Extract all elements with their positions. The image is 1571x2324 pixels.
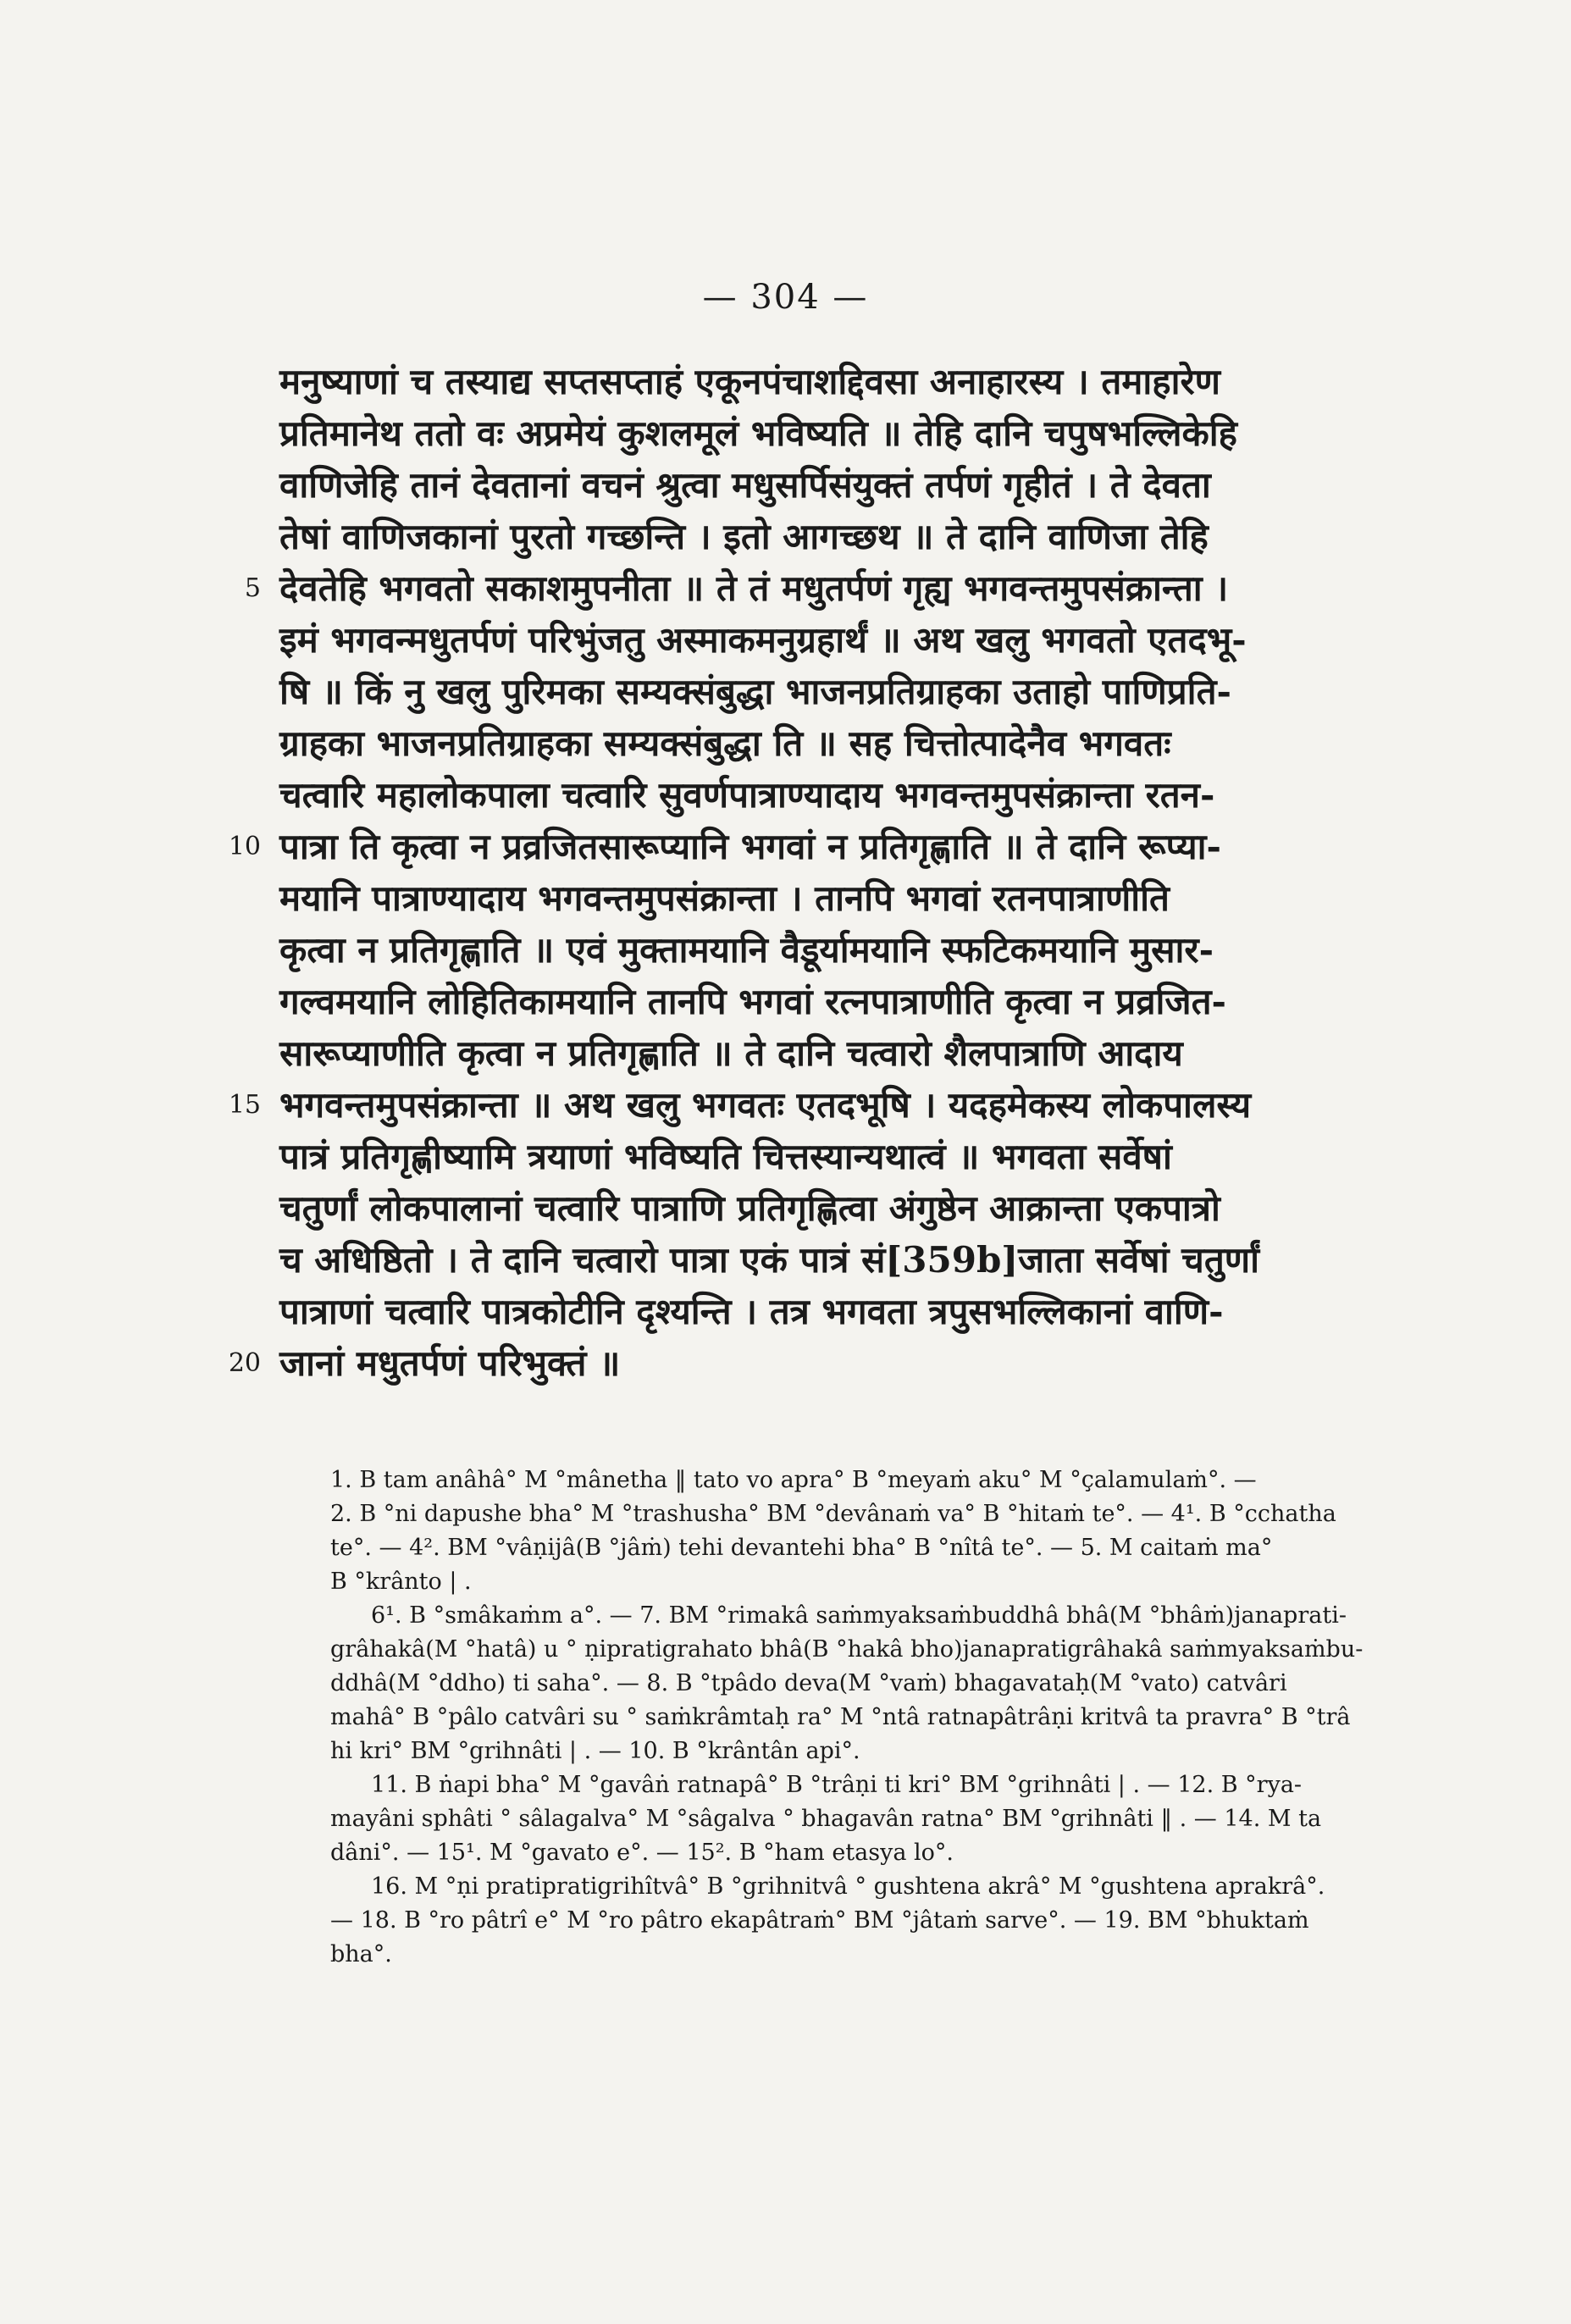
line-text: चतुर्णां लोकपालानां चत्वारि पात्राणि प्रतिगृह्णित्वा अंगुष्ठेन आक्रान्ता एकपात्रो (279, 1187, 1220, 1229)
line-text: मयानि पात्राण्यादाय भगवन्तमुपसंक्रान्ता । तानपि भगवां रतनपात्राणीति (279, 877, 1170, 919)
line-text: ग्राहका भाजनप्रतिग्राहका सम्यक्संबुद्धा ति ॥ सह चित्तोत्पादेनैव भगवतः (279, 722, 1171, 764)
footnote-line: B °krânto | . (330, 1569, 472, 1595)
footnote-line: ddhâ(M °ddho) ti saha°. — 8. B °tpâdo deva(M °vaṁ) bhagavataḥ(M °vato) catvâri (330, 1670, 1287, 1696)
line-text: प्रतिमानेथ ततो वः अप्रमेयं कुशलमूलं भविष्यति ॥ तेहि दानि चपुषभल्लिकेहि (279, 412, 1237, 454)
text-line (279, 976, 1440, 1027)
text-line (279, 1182, 1440, 1234)
footnote-line: 11. B ṅapi bha° M °gavâṅ ratnapâ° B °trâṇi ti kri° BM °grihnâti | . — 12. B °rya- (371, 1772, 1303, 1798)
text-line (279, 717, 1440, 769)
footnote-line: grâhakâ(M °hatâ) u ° ṇipratigrahato bhâ(B °hakâ bho)janapratigrâhakâ saṁmyaksaṁbu- (330, 1636, 1364, 1663)
footnote-line: 16. M °ṇi pratipratigrihîtvâ° B °grihnitvâ ° gushtena akrâ° M °gushtena aprakrâ°. (371, 1873, 1325, 1900)
footnote-line: — 18. B °ro pâtrî e° M °ro pâtro ekapâtraṁ° BM °jâtaṁ sarve°. — 19. BM °bhuktaṁ (330, 1907, 1309, 1934)
line-number: 10 (228, 832, 261, 861)
page-number: — 304 — (702, 278, 869, 317)
line-text: पात्राणां चत्वारि पात्रकोटीनि दृश्यन्ति । तत्र भगवता त्रपुसभल्लिकानां वाणि- (279, 1291, 1224, 1332)
text-line (279, 1131, 1440, 1182)
line-text: वाणिजेहि तानं देवतानां वचनं श्रुत्वा मधुसर्पिसंयुक्तं तर्पणं गृहीतं । ते देवता (279, 464, 1211, 506)
footnote-line: mayâni sphâti ° sâlagalva° M °sâgalva ° bhagavân ratna° BM °grihnâti ‖ . — 14. M ta (330, 1806, 1322, 1832)
footnote-line: mahâ° B °pâlo catvâri su ° saṁkrâmtaḥ ra° M °ntâ ratnapâtrâṇi kritvâ ta pravra° B °trâ (330, 1704, 1351, 1730)
footnote-line: 1. B tam anâhâ° M °mânetha ‖ tato vo apra° B °meyaṁ aku° M °çalamulaṁ°. — (330, 1467, 1257, 1493)
line-number: 15 (228, 1090, 261, 1120)
text-line (279, 666, 1440, 717)
text-line (279, 1286, 1440, 1337)
footnote-line: bha°. (330, 1941, 392, 1967)
footnotes-block (330, 1464, 1448, 1972)
line-text: पात्रा ति कृत्वा न प्रव्रजितसारूप्यानि भगवां न प्रतिगृह्णाति ॥ ते दानि रूप्या- (279, 826, 1221, 867)
text-line (228, 1337, 1440, 1389)
footnote-line: 6¹. B °smâkaṁm a°. — 7. BM °rimakâ saṁmyaksaṁbuddhâ bhâ(M °bhâṁ)janaprati- (371, 1602, 1347, 1629)
line-number: 20 (228, 1348, 261, 1378)
text-line (279, 1027, 1440, 1079)
text-line (279, 459, 1440, 511)
text-line (279, 1234, 1440, 1286)
text-line (279, 872, 1440, 924)
main-text-block (228, 356, 1440, 1389)
line-text: भगवन्तमुपसंक्रान्ता ॥ अथ खलु भगवतः एतदभूषि । यदहमेकस्य लोकपालस्य (279, 1084, 1252, 1126)
line-number: 5 (244, 573, 261, 603)
line-text: पात्रं प्रतिगृह्णीष्यामि त्रयाणां भविष्यति चित्तस्यान्यथात्वं ॥ भगवता सर्वेषां (279, 1136, 1172, 1177)
line-text: मनुष्याणां च तस्याद्य सप्तसप्ताहं एकूनपंचाशद्दिवसा अनाहारस्य । तमाहारेण (279, 361, 1221, 402)
text-line (279, 356, 1440, 407)
line-text: जानां मधुतर्पणं परिभुक्तं ॥ (279, 1342, 621, 1384)
line-text: चत्वारि महालोकपाला चत्वारि सुवर्णपात्राण्यादाय भगवन्तमुपसंक्रान्ता रतन- (279, 774, 1215, 816)
text-line (279, 511, 1440, 562)
footnote-line: te°. — 4². BM °vâṇijâ(B °jâṁ) tehi devantehi bha° B °nîtâ te°. — 5. M caitaṁ ma° (330, 1535, 1273, 1561)
line-text: तेषां वाणिजकानां पुरतो गच्छन्ति । इतो आगच्छथ ॥ ते दानि वाणिजा तेहि (279, 516, 1209, 557)
text-line (228, 1079, 1440, 1131)
line-text: देवतेहि भगवतो सकाशमुपनीता ॥ ते तं मधुतर्पणं गृह्य भगवन्तमुपसंक्रान्ता । (279, 567, 1229, 609)
footnote-line: hi kri° BM °grihnâti | . — 10. B °krântân api°. (330, 1738, 860, 1764)
line-text: च अधिष्ठितो । ते दानि चत्वारो पात्रा एकं पात्रं सं[359b]जाता सर्वेषां चतुर्णां (279, 1239, 1260, 1281)
text-line (279, 769, 1440, 821)
text-line (244, 562, 1440, 614)
line-text: षि ॥ किं नु खलु पुरिमका सम्यक्संबुद्धा भाजनप्रतिग्राहका उताहो पाणिप्रति- (279, 671, 1231, 712)
line-text: कृत्वा न प्रतिगृह्णाति ॥ एवं मुक्तामयानि वैडूर्यामयानि स्फटिकमयानि मुसार- (279, 929, 1214, 971)
text-line (279, 407, 1440, 459)
line-text: इमं भगवन्मधुतर्पणं परिभुंजतु अस्माकमनुग्रहार्थं ॥ अथ खलु भगवतो एतदभू- (279, 619, 1247, 661)
text-line (228, 821, 1440, 872)
text-line (279, 924, 1440, 976)
footnote-line: dâni°. — 15¹. M °gavato e°. — 15². B °ham etasya lo°. (330, 1840, 954, 1866)
text-line (279, 614, 1440, 666)
line-text: सारूप्याणीति कृत्वा न प्रतिगृह्णाति ॥ ते दानि चत्वारो शैलपात्राणि आदाय (279, 1032, 1183, 1074)
footnote-line: 2. B °ni dapushe bha° M °trashusha° BM °devânaṁ va° B °hitaṁ te°. — 4¹. B °cchatha (330, 1501, 1336, 1527)
line-text: गल्वमयानि लोहितिकामयानि तानपि भगवां रत्नपात्राणीति कृत्वा न प्रव्रजित- (279, 981, 1226, 1022)
